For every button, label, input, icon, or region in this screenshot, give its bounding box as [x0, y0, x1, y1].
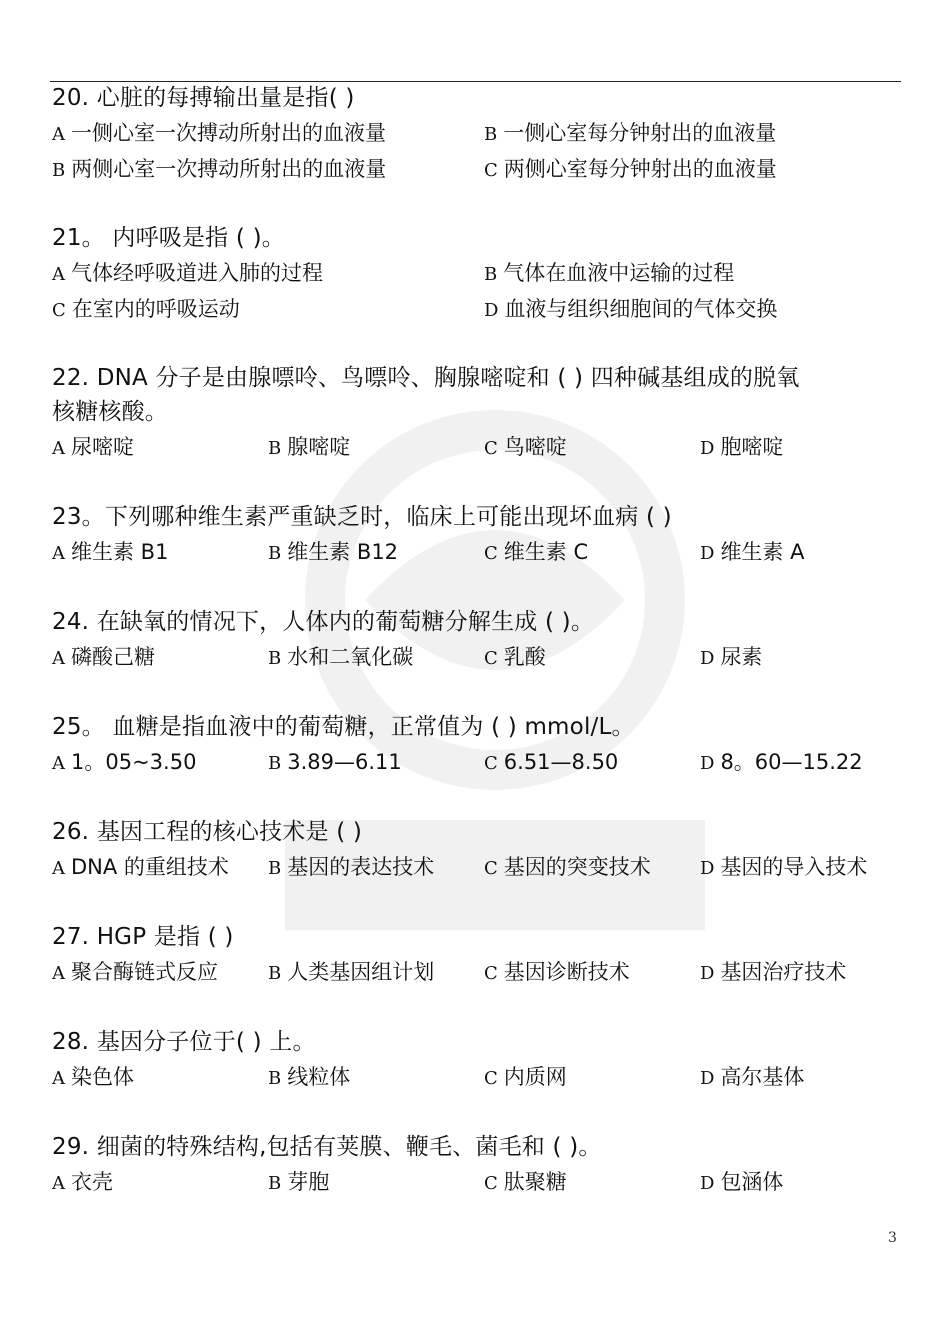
question-22	[52, 361, 912, 465]
question-29	[52, 1130, 912, 1200]
option[interactable]: C 肽聚糖	[484, 1170, 567, 1194]
option[interactable]: D 基因的导入技术	[700, 855, 868, 879]
question-stem: 21。 内呼吸是指 ( )。	[52, 225, 285, 251]
option[interactable]: D 高尔基体	[700, 1065, 805, 1089]
option[interactable]: D 胞嘧啶	[700, 435, 784, 459]
option[interactable]: A 衣壳	[52, 1170, 113, 1194]
option[interactable]: B 基因的表达技术	[268, 855, 435, 879]
option[interactable]: B 芽胞	[268, 1170, 330, 1194]
option-row	[52, 744, 912, 780]
option[interactable]: C 内质网	[484, 1065, 567, 1089]
question-stem-continued: 核糖核酸。	[52, 399, 168, 425]
question-21	[52, 221, 912, 327]
option[interactable]: D 血液与组织细胞间的气体交换	[484, 297, 778, 321]
option[interactable]: B 两侧心室一次搏动所射出的血液量	[52, 157, 387, 181]
option-row	[52, 255, 912, 291]
option[interactable]: B 气体在血液中运输的过程	[484, 261, 735, 285]
option[interactable]: D 基因治疗技术	[700, 960, 847, 984]
page-number: 3	[888, 1230, 897, 1246]
question-27	[52, 920, 912, 990]
option[interactable]: B 3.89—6.11	[268, 750, 402, 774]
question-28	[52, 1025, 912, 1095]
option-row	[52, 151, 912, 187]
question-stem: 26. 基因工程的核心技术是 ( )	[52, 819, 363, 845]
option[interactable]: D 8。60—15.22	[700, 750, 863, 774]
question-stem: 28. 基因分子位于( ) 上。	[52, 1029, 316, 1055]
question-stem: 22. DNA 分子是由腺嘌呤、鸟嘌呤、胸腺嘧啶和 ( ) 四种碱基组成的脱氧	[52, 365, 800, 391]
option[interactable]: A 维生素 B1	[52, 540, 169, 564]
option[interactable]: D 尿素	[700, 645, 763, 669]
option[interactable]: C 乳酸	[484, 645, 546, 669]
question-stem: 20. 心脏的每搏输出量是指( )	[52, 85, 355, 111]
option-row	[52, 1059, 912, 1095]
option[interactable]: D 包涵体	[700, 1170, 784, 1194]
option-row	[52, 954, 912, 990]
option-row	[52, 639, 912, 675]
option[interactable]: A 1。05~3.50	[52, 750, 197, 774]
option[interactable]: B 一侧心室每分钟射出的血液量	[484, 121, 777, 145]
option[interactable]: A 染色体	[52, 1065, 134, 1089]
option[interactable]: C 基因诊断技术	[484, 960, 630, 984]
option[interactable]: C 两侧心室每分钟射出的血液量	[484, 157, 777, 181]
option-row	[52, 115, 912, 151]
question-stem: 24. 在缺氧的情况下，人体内的葡萄糖分解生成 ( )。	[52, 609, 595, 635]
option[interactable]: D 维生素 A	[700, 540, 805, 564]
question-24	[52, 605, 912, 675]
question-26	[52, 815, 912, 885]
option[interactable]: A 磷酸己糖	[52, 645, 155, 669]
option[interactable]: A 一侧心室一次搏动所射出的血液量	[52, 121, 386, 145]
option[interactable]: B 腺嘧啶	[268, 435, 351, 459]
question-stem: 27. HGP 是指 ( )	[52, 924, 234, 950]
option-row	[52, 291, 912, 327]
question-25	[52, 710, 912, 780]
question-stem: 29. 细菌的特殊结构,包括有荚膜、鞭毛、菌毛和 ( )。	[52, 1134, 602, 1160]
option[interactable]: B 水和二氧化碳	[268, 645, 414, 669]
option[interactable]: B 维生素 B12	[268, 540, 399, 564]
option[interactable]: A 气体经呼吸道进入肺的过程	[52, 261, 323, 285]
option[interactable]: C 在室内的呼吸运动	[52, 297, 240, 321]
option[interactable]: B 线粒体	[268, 1065, 351, 1089]
option[interactable]: B 人类基因组计划	[268, 960, 435, 984]
question-stem: 25。 血糖是指血液中的葡萄糖，正常值为 ( ) mmol/L。	[52, 714, 635, 740]
option-row	[52, 534, 912, 570]
option[interactable]: C 维生素 C	[484, 540, 589, 564]
option-row	[52, 1164, 912, 1200]
option[interactable]: A 尿嘧啶	[52, 435, 134, 459]
option[interactable]: C 6.51—8.50	[484, 750, 619, 774]
option-row	[52, 849, 912, 885]
option[interactable]: C 基因的突变技术	[484, 855, 651, 879]
question-stem: 23。下列哪种维生素严重缺乏时，临床上可能出现坏血病 ( )	[52, 504, 672, 530]
question-23	[52, 500, 912, 570]
option[interactable]: C 鸟嘧啶	[484, 435, 567, 459]
option[interactable]: A 聚合酶链式反应	[52, 960, 218, 984]
question-20	[52, 81, 912, 187]
option-row	[52, 429, 912, 465]
option[interactable]: A DNA 的重组技术	[52, 855, 229, 879]
